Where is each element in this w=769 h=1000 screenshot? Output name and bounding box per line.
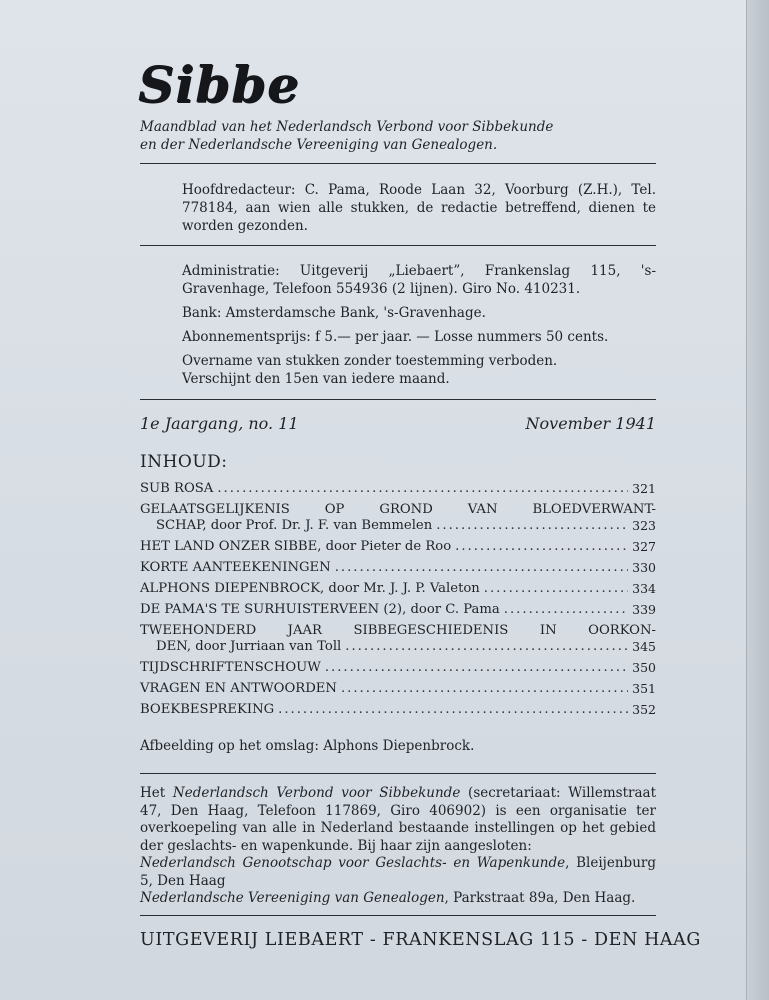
toc-entry-title: VRAGEN EN ANTWOORDEN [140, 681, 337, 696]
editor-block [182, 181, 656, 241]
about-intro [140, 785, 656, 855]
toc-leader [484, 581, 628, 597]
toc-leader [335, 560, 628, 576]
toc-entry-title-line-1: TWEEHONDERD JAAR SIBBEGESCHIEDENIS IN OORKON- [140, 623, 656, 638]
editor-text: Hoofdredacteur: C. Pama, Roode Laan 32, Voorburg (Z.H.), Tel. 778184, aan wien alle stukken, de redactie betreffend, dienen te worden gezonden. [182, 182, 656, 234]
toc-entry-title-line-1: GELAATSGELIJKENIS OP GROND VAN BLOEDVERWANT- [140, 502, 656, 517]
notice-text-1: Overname van stukken zonder toestemming verboden. [182, 353, 558, 369]
toc-entry-page: 350 [632, 660, 656, 675]
toc-leader [436, 518, 628, 534]
about-block [140, 785, 656, 908]
toc-entry [140, 702, 656, 718]
toc-entry-title: ALPHONS DIEPENBROCK, door Mr. J. J. P. Valeton [140, 581, 480, 596]
toc-entry [140, 660, 656, 676]
member-2-name: Nederlandsche Vereeniging van Genealogen [140, 890, 445, 906]
issue-line [140, 414, 656, 433]
toc-entry [140, 502, 656, 534]
about-org-name: Nederlandsch Verbond voor Sibbekunde [172, 785, 461, 801]
toc-entry-page: 321 [632, 481, 656, 496]
issue-date: November 1941 [525, 414, 656, 433]
page-edge [747, 0, 769, 1000]
bank-text: Bank: Amsterdamsche Bank, 's-Gravenhage. [182, 305, 486, 321]
table-of-contents [140, 481, 656, 723]
divider-rule [140, 163, 656, 164]
toc-entry-page: 351 [632, 681, 656, 696]
toc-entry [140, 681, 656, 697]
toc-entry-page: 334 [632, 581, 656, 596]
toc-entry [140, 560, 656, 576]
masthead-title: Sibbe [138, 55, 300, 114]
subtitle-line-1: Maandblad van het Nederlandsch Verbond voor Sibbekunde [140, 119, 554, 135]
toc-entry [140, 581, 656, 597]
masthead-subtitle [140, 118, 658, 154]
subscription-text: Abonnementsprijs: f 5.— per jaar. — Losse nummers 50 cents. [182, 329, 609, 345]
divider-rule [140, 399, 656, 400]
toc-leader [217, 481, 628, 497]
subtitle-line-2: en der Nederlandsche Vereeniging van Genealogen. [140, 137, 498, 153]
toc-entry-title: TIJDSCHRIFTENSCHOUW [140, 660, 321, 675]
toc-entry-title: BOEKBESPREKING [140, 702, 275, 717]
toc-entry-title: KORTE AANTEEKENINGEN [140, 560, 331, 575]
toc-entry-page: 327 [632, 539, 656, 554]
toc-leader [341, 681, 628, 697]
administration-text: Administratie: Uitgeverij „Liebaert”, Frankenslag 115, 's-Gravenhage, Telefoon 554936 (2 lijnen). Giro No. 410231. [182, 263, 656, 297]
toc-leader [278, 702, 628, 718]
administration-block [182, 262, 656, 394]
toc-leader [504, 602, 628, 618]
member-1-name: Nederlandsch Genootschap voor Geslachts- en Wapenkunde [140, 855, 566, 871]
toc-entry-page: 330 [632, 560, 656, 575]
divider-rule [140, 773, 656, 774]
toc-entry [140, 602, 656, 618]
divider-rule [140, 915, 656, 916]
toc-leader [345, 639, 628, 655]
member-entry-1 [140, 855, 656, 890]
toc-entry-page: 352 [632, 702, 656, 717]
divider-rule [140, 245, 656, 246]
contents-title: INHOUD: [140, 452, 228, 472]
toc-entry-title: DE PAMA'S TE SURHUISTERVEEN (2), door C. Pama [140, 602, 500, 617]
about-intro-prefix: Het [140, 785, 173, 801]
toc-entry-title: HET LAND ONZER SIBBE, door Pieter de Roo [140, 539, 452, 554]
member-1-address: , Bleijenburg 5, Den Haag [140, 855, 656, 889]
toc-leader [455, 539, 628, 555]
toc-entry [140, 481, 656, 497]
about-intro-rest: (secretariaat: Willemstraat 47, Den Haag, Telefoon 117869, Giro 406902) is een organisatie ter overkoepeling van alle in Nederland bestaande instellingen op het gebied der geslachts- en wapenkunde. Bij haar zijn aangesloten: [140, 785, 656, 854]
publisher-line: UITGEVERIJ LIEBAERT - FRANKENSLAG 115 - DEN HAAG [140, 930, 701, 950]
toc-entry-page: 323 [632, 518, 656, 533]
page-edge-line [746, 0, 747, 1000]
toc-entry-title-line-2: SCHAP, door Prof. Dr. J. F. van Bemmelen [156, 518, 433, 533]
toc-entry [140, 623, 656, 655]
cover-note: Afbeelding op het omslag: Alphons Diepenbrock. [140, 738, 475, 754]
toc-entry-page: 339 [632, 602, 656, 617]
toc-entry-title: SUB ROSA [140, 481, 214, 496]
toc-leader [325, 660, 628, 676]
member-entry-2 [140, 890, 656, 908]
toc-entry [140, 539, 656, 555]
toc-entry-title-line-2: DEN, door Jurriaan van Toll [156, 639, 342, 654]
notice-text-2: Verschijnt den 15en van iedere maand. [182, 371, 450, 387]
issue-volume: 1e Jaargang, no. 11 [140, 414, 299, 433]
toc-entry-page: 345 [632, 639, 656, 654]
member-2-address: , Parkstraat 89a, Den Haag. [444, 890, 636, 906]
